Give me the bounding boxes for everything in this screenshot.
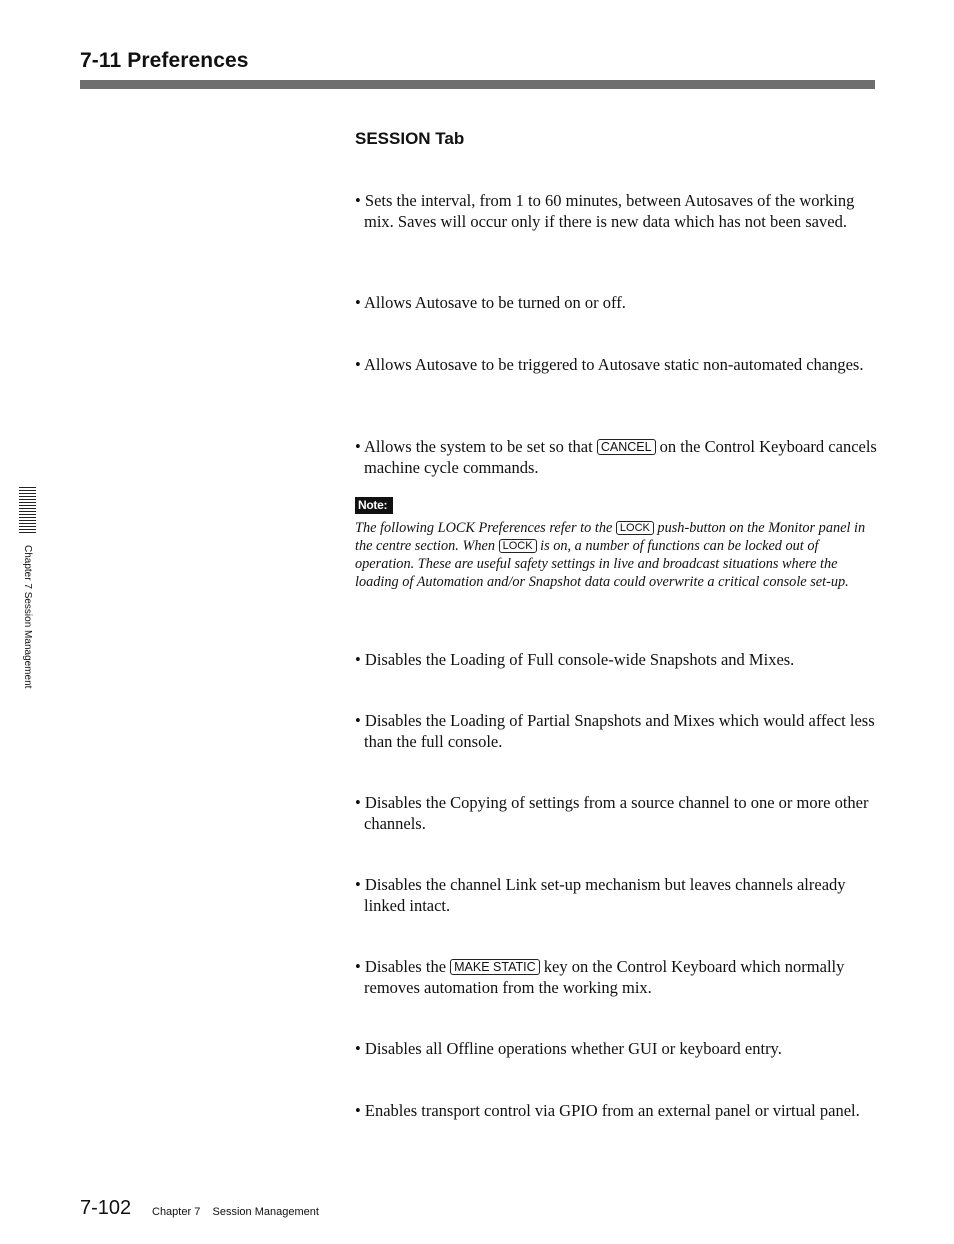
bullet-symbol: •	[355, 650, 361, 669]
bullet-symbol: •	[355, 293, 361, 312]
bullet-lock-offline	[355, 1039, 884, 1060]
lock-key-label: LOCK	[499, 539, 537, 553]
bullet-lock-copy	[355, 793, 884, 834]
bullet-lock-partial-load	[355, 711, 884, 752]
footer-chapter-text: Chapter 7 Session Management	[152, 1206, 319, 1218]
bullet-text: Disables the Loading of Partial Snapshots and Mixes which would affect less than the full console.	[364, 711, 875, 751]
bullet-text: on the Control Keyboard cancels machine cycle commands.	[364, 437, 877, 477]
chapter-side-label: Chapter 7 Session Management	[22, 545, 33, 689]
bullet-autosave-toggle	[355, 293, 884, 314]
bullet-text: Disables all Offline operations whether GUI or keyboard entry.	[364, 1039, 782, 1058]
bullet-text: Allows the system to be set so that	[364, 437, 597, 456]
note-text: is on, a number of functions can be locked out of operation. These are useful safety settings in live and broadcast situations where the loading of Automation and/or Snapshot data could overwrite a critical console set-up.	[355, 538, 849, 590]
bullet-text: Disables the Copying of settings from a source channel to one or more other channels.	[364, 793, 869, 833]
bullet-text: Allows Autosave to be triggered to Autosave static non-automated changes.	[364, 355, 864, 374]
chapter-thumb-tab	[19, 487, 36, 533]
bullet-text: Enables transport control via GPIO from an external panel or virtual panel.	[364, 1101, 860, 1120]
bullet-text: Allows Autosave to be turned on or off.	[364, 293, 626, 312]
bullet-text: Disables the channel Link set-up mechanism but leaves channels already linked intact.	[364, 875, 846, 915]
cancel-key-label: CANCEL	[597, 439, 656, 455]
bullet-lock-make-static	[355, 957, 884, 998]
bullet-symbol: •	[355, 793, 361, 812]
bullet-cancel-key	[355, 437, 884, 478]
bullet-symbol: •	[355, 957, 361, 976]
lock-key-label: LOCK	[616, 521, 654, 535]
bullet-text: Disables the Loading of Full console-wide Snapshots and Mixes.	[364, 650, 795, 669]
note-text: The following LOCK Preferences refer to the	[355, 520, 616, 536]
bullet-symbol: •	[355, 711, 361, 730]
bullet-symbol: •	[355, 875, 361, 894]
bullet-lock-full-load	[355, 650, 884, 671]
note-label: Note:	[355, 497, 393, 514]
bullet-gpio-transport	[355, 1101, 884, 1122]
subsection-title: SESSION Tab	[355, 129, 465, 148]
bullet-autosave-static	[355, 355, 884, 376]
title-rule	[80, 80, 875, 89]
page-number: 7-102	[80, 1197, 132, 1219]
bullet-lock-link	[355, 875, 884, 916]
note-text: push-button on the Monitor panel in the centre section. When	[355, 520, 866, 554]
bullet-symbol: •	[355, 437, 361, 456]
make-static-key-label: MAKE STATIC	[450, 959, 540, 975]
bullet-symbol: •	[355, 1101, 361, 1120]
bullet-symbol: •	[355, 191, 361, 210]
bullet-symbol: •	[355, 1039, 361, 1058]
bullet-text: Sets the interval, from 1 to 60 minutes, between Autosaves of the working mix. Saves will occur only if there is new data which has not been saved.	[364, 191, 855, 231]
bullet-text: key on the Control Keyboard which normally removes automation from the working mix.	[364, 957, 845, 997]
bullet-text: Disables the	[364, 957, 451, 976]
bullet-autosave-interval	[355, 191, 884, 232]
section-title: 7-11 Preferences	[80, 49, 249, 72]
bullet-symbol: •	[355, 355, 361, 374]
note-body	[355, 519, 875, 591]
